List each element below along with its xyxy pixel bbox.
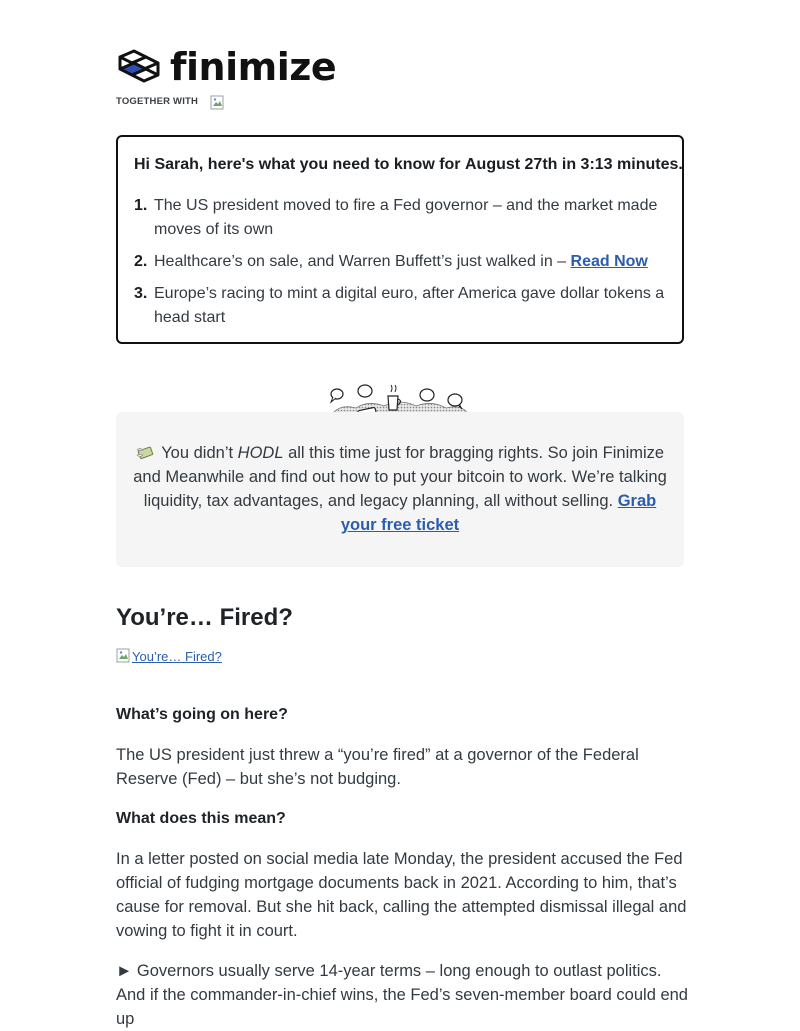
item-text: Healthcare’s on sale, and Warren Buffett’s just walked in –: [154, 253, 571, 270]
article-image-link[interactable]: [116, 648, 222, 664]
read-now-link[interactable]: Read Now: [570, 253, 648, 270]
grab-ticket-link[interactable]: Grab your free ticket: [340, 492, 657, 534]
promo-text-before: You didn’t: [156, 444, 238, 462]
greeting-date: August 27th: [464, 156, 558, 173]
section-heading: What’s going on here?: [116, 706, 288, 723]
item-number: 2.: [134, 253, 148, 270]
together-with-label: TOGETHER WITH: [116, 95, 199, 107]
money-with-wings-icon: [136, 446, 154, 460]
summary-list: [134, 194, 670, 338]
broken-image-icon[interactable]: [210, 95, 226, 111]
section-heading: What does this mean?: [116, 810, 286, 827]
greeting-prefix: Hi Sarah, here's what you need to know for: [134, 156, 465, 173]
promo-panel: [116, 412, 684, 567]
item-number: 1.: [134, 197, 148, 214]
summary-item: [134, 282, 670, 330]
article-paragraph: The US president just threw a “you’re fired” at a governor of the Federal Reserve (Fed) – but she’s not budging.: [116, 746, 639, 788]
promo-text: [126, 441, 674, 537]
finimize-logo-icon: [116, 47, 162, 87]
brand-header[interactable]: [116, 44, 336, 90]
summary-item: [134, 250, 670, 274]
sponsor-row: [116, 93, 226, 109]
promo-text-after: all this time just for bragging rights. So join Finimize and Meanwhile and find out how to put your bitcoin to work. We’re talking liquidity, tax advantages, and legacy planning, all without selling.: [133, 444, 667, 510]
item-text: Europe’s racing to mint a digital euro, after America gave dollar tokens a head start: [154, 285, 665, 326]
broken-image-icon: [116, 648, 132, 664]
greeting: [134, 156, 683, 174]
item-text: The US president moved to fire a Fed governor – and the market made moves of its own: [154, 197, 658, 238]
greeting-end: .: [678, 156, 683, 173]
brand-name: finimize: [170, 45, 337, 89]
greeting-mid: in: [557, 156, 581, 173]
article-image-alt: You’re… Fired?: [132, 648, 222, 664]
summary-box: [116, 135, 684, 344]
article-paragraph: In a letter posted on social media late Monday, the president accused the Fed official of fudging mortgage documents back in 2021. According to him, that’s cause for removal. But she hit back, calling the attempted dismissal illegal and vowing to fight it in court.: [116, 850, 687, 940]
summary-item: [134, 194, 670, 242]
read-time: 3:13 minutes: [580, 156, 679, 173]
article-title: You’re… Fired?: [116, 604, 293, 631]
article-paragraph: ► Governors usually serve 14-year terms – long enough to outlast politics. And if the commander-in-chief wins, the Fed’s seven-member board could end up: [116, 962, 688, 1028]
item-number: 3.: [134, 285, 148, 302]
promo-emphasis: HODL: [237, 444, 284, 462]
